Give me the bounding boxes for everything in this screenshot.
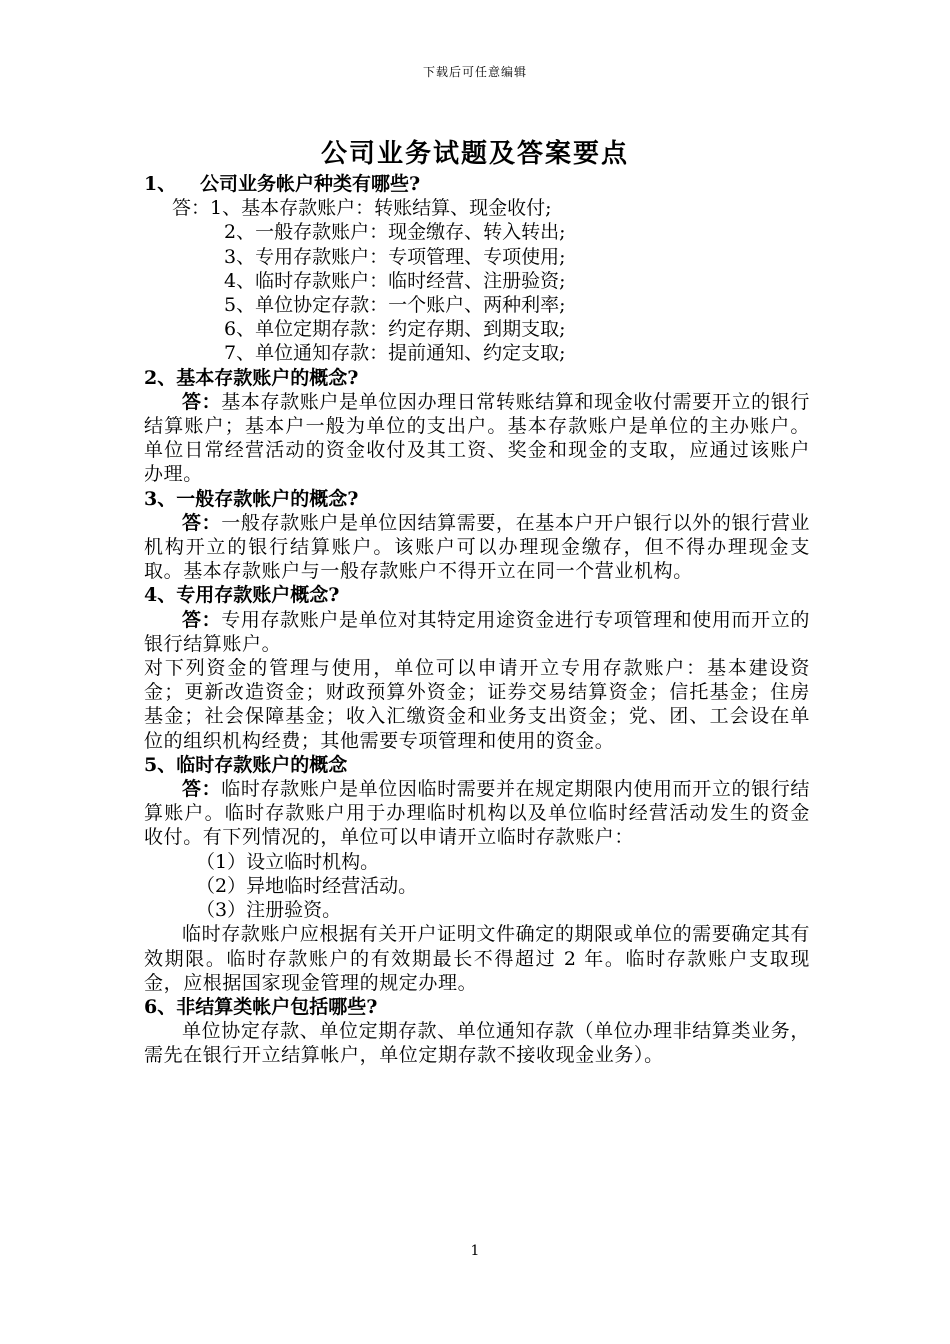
question-1-text: 公司业务帐户种类有哪些?	[200, 173, 421, 195]
page-number: 1	[470, 1243, 480, 1259]
answer-item: 6、单位定期存款：约定存期、到期支取;	[224, 318, 566, 341]
question-2-answer	[144, 390, 810, 487]
question-4-extra: 对下列资金的管理与使用，单位可以申请开立专用存款账户：基本建设资金；更新改造资金；财政预算外资金；证券交易结算资金；信托基金；住房基金；社会保障基金；收入汇缴资金和业务支出资金；党、团、工会设在单位的组织机构经费；其他需要专项管理和使用的资金。	[144, 657, 810, 752]
answer-item: 5、单位协定存款：一个账户、两种利率;	[224, 294, 566, 317]
answer-label: 答：	[182, 608, 222, 631]
answer-text: 基本存款账户是单位因办理日常转账结算和现金收付需要开立的银行结算账户；基本户一般为单位的支出户。基本存款账户是单位的主办账户。单位日常经营活动的资金收付及其工资、奖金和现金的支取，应通过该账户办理。	[144, 390, 810, 486]
answer-item: 4、临时存款账户：临时经营、注册验资;	[224, 269, 566, 292]
question-4-answer	[144, 608, 810, 656]
question-3-heading: 3、一般存款帐户的概念?	[144, 487, 359, 510]
answer-text: 临时存款账户是单位因临时需要并在规定期限内使用而开立的银行结算账户。临时存款账户用于办理临时机构以及单位临时经营活动发生的资金收付。有下列情况的，单位可以申请开立临时存款账户：	[144, 778, 810, 849]
answer-item: 2、一般存款账户：现金缴存、转入转出;	[224, 221, 566, 244]
list-item: （2）异地临时经营活动。	[196, 874, 418, 897]
question-2-heading: 2、基本存款账户的概念?	[144, 366, 359, 389]
answer-item: 7、单位通知存款：提前通知、约定支取;	[224, 342, 566, 365]
question-6-heading: 6、非结算类帐户包括哪些?	[144, 995, 378, 1018]
question-5-heading: 5、临时存款账户的概念	[144, 753, 348, 776]
list-item: （3）注册验资。	[196, 899, 342, 922]
question-1-number: 1、	[144, 173, 177, 195]
question-4-heading: 4、专用存款账户概念?	[144, 584, 340, 607]
answer-label: 答：	[182, 511, 222, 534]
document-body	[144, 172, 810, 1068]
answer-item: 1、基本存款账户：转账结算、现金收付;	[210, 197, 552, 220]
answer-label: 答：	[172, 197, 211, 220]
question-3-answer	[144, 511, 810, 584]
answer-label: 答：	[182, 390, 222, 413]
answer-text: 专用存款账户是单位对其特定用途资金进行专项管理和使用而开立的银行结算账户。	[144, 608, 810, 655]
list-item: （1）设立临时机构。	[196, 850, 380, 873]
question-5-extra: 临时存款账户应根据有关开户证明文件确定的期限或单位的需要确定其有效期限。临时存款账户的有效期最长不得超过 2 年。临时存款账户支取现金，应根据国家现金管理的规定办理。	[144, 923, 810, 994]
answer-item: 3、专用存款账户：专项管理、专项使用;	[224, 245, 566, 268]
question-1-heading	[144, 172, 810, 196]
answer-text: 一般存款账户是单位因结算需要，在基本户开户银行以外的银行营业机构开立的银行结算账户。该账户可以办理现金缴存，但不得办理现金支取。基本存款账户与一般存款账户不得开立在同一个营业机构。	[144, 511, 810, 583]
question-5-answer	[144, 777, 810, 850]
document-title: 公司业务试题及答案要点	[320, 139, 629, 169]
question-6-answer: 单位协定存款、单位定期存款、单位通知存款（单位办理非结算类业务，需先在银行开立结算帐户，单位定期存款不接收现金业务）。	[144, 1020, 810, 1067]
header-note: 下载后可任意编辑	[422, 65, 527, 79]
question-1-answer-first	[144, 196, 810, 220]
answer-label: 答：	[182, 778, 222, 801]
